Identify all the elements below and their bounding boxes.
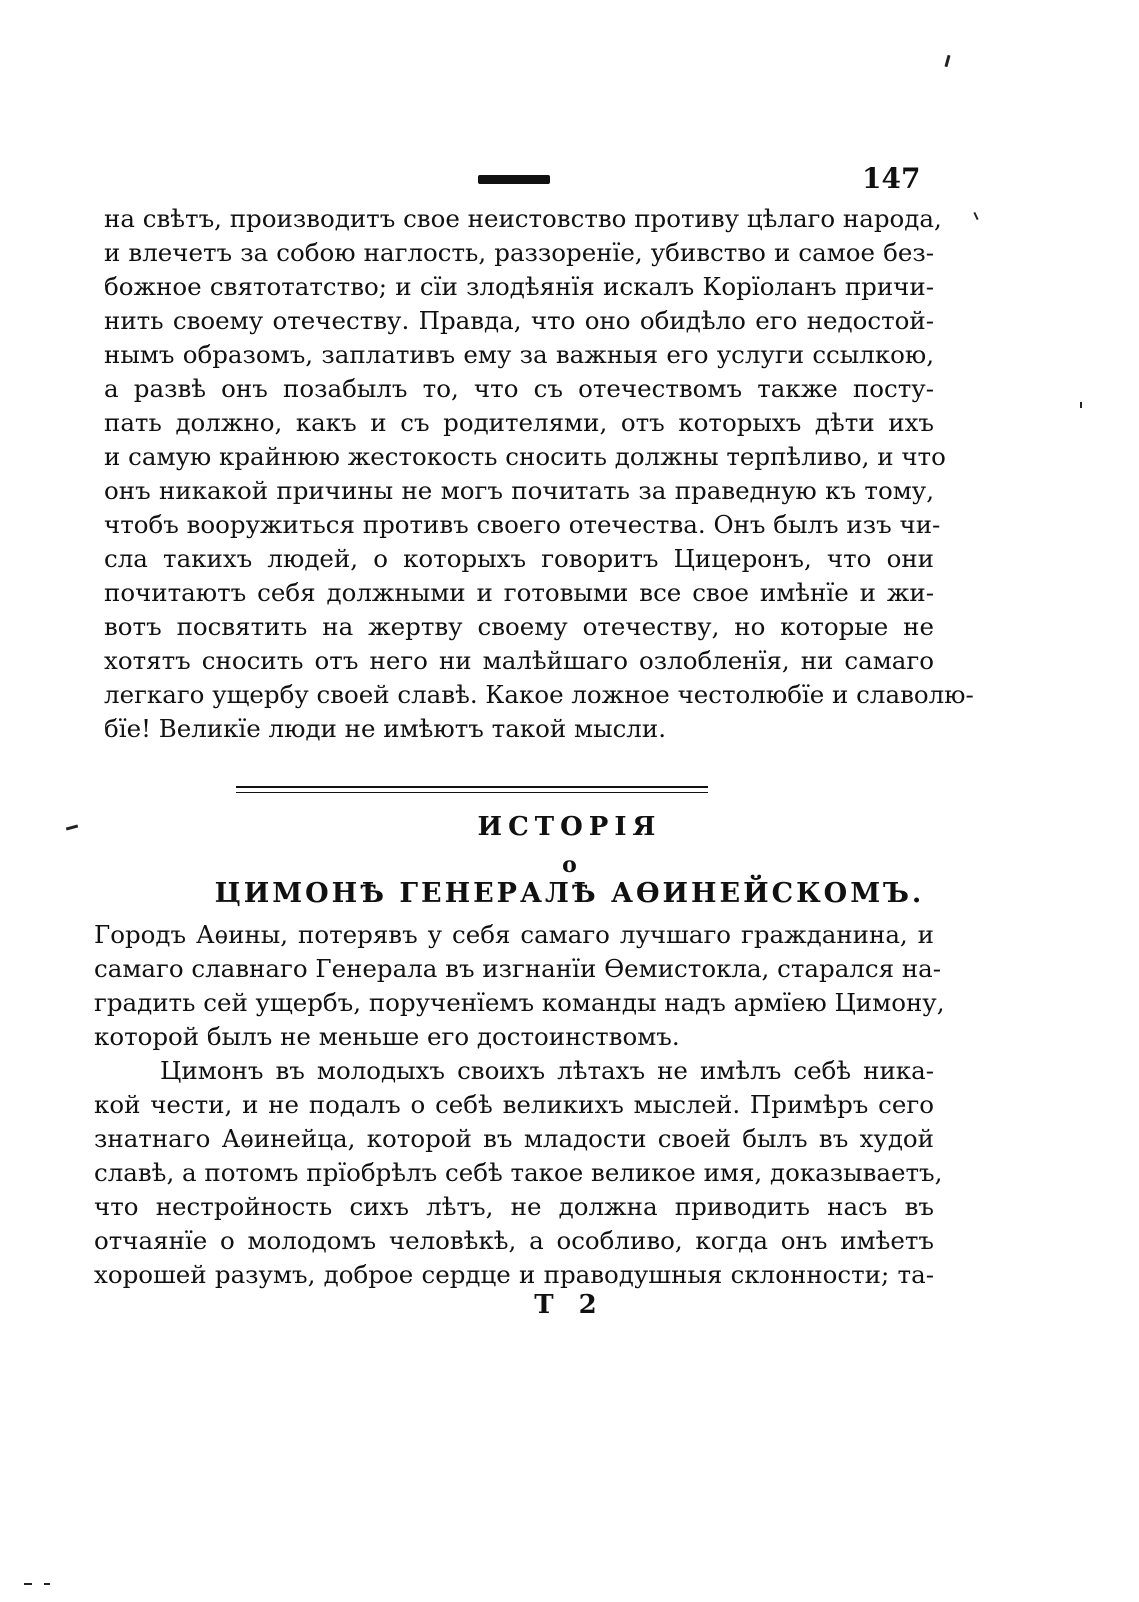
scan-speck	[24, 1583, 32, 1585]
text-line: знатнаго Аѳинейца, которой въ младости своей былъ въ худой	[94, 1124, 934, 1153]
text-line: чтобъ вооружиться противъ своего отечества. Онъ былъ изъ чи-	[104, 510, 941, 539]
scan-speck	[1080, 402, 1082, 408]
text-line: вотъ посвятить на жертву своему отечеству, но которые не	[104, 612, 934, 641]
text-line: пать должно, какъ и съ родителями, отъ которыхъ дѣти ихъ	[104, 408, 934, 437]
text-line: Цимонъ въ молодыхъ своихъ лѣтахъ не имѣлъ себѣ ника-	[160, 1056, 934, 1085]
paragraph-coriolanus	[104, 202, 974, 746]
text-line: что нестройность сихъ лѣтъ, не должна приводить насъ въ	[94, 1192, 934, 1221]
text-line: кой чести, и не подалъ о себѣ великихъ мыслей. Примѣръ сего	[94, 1090, 934, 1119]
section-divider	[236, 786, 708, 788]
section-connector: о	[562, 852, 577, 878]
text-line: отчаянїе о молодомъ человѣкѣ, а особливо, когда онъ имѣетъ	[94, 1226, 934, 1255]
text-line: почитаютъ себя должными и готовыми все свое имѣнїе и жи-	[104, 578, 934, 607]
scan-speck	[44, 1583, 50, 1585]
header-ornament	[478, 175, 550, 184]
text-line: самаго славнаго Генерала въ изгнанїи Ѳемистокла, старался на-	[94, 954, 942, 983]
text-line: легкаго ущербу своей славѣ. Какое ложное честолюбїе и славолю-	[104, 680, 974, 709]
text-line: нить своему отечеству. Правда, что оно обидѣло его недостой-	[104, 306, 934, 335]
section-divider-thin	[236, 792, 708, 793]
text-line: Городъ Аѳины, потерявъ у себя самаго лучшаго гражданина, и	[94, 920, 934, 949]
scan-speck	[944, 55, 950, 67]
text-line: хотятъ сносить отъ него ни малѣйшаго озлобленїя, ни самаго	[104, 646, 934, 675]
page-number: 147	[862, 162, 921, 195]
paragraph-cimon	[94, 918, 945, 1292]
signature-mark: Т 2	[534, 1290, 605, 1320]
text-line: нымъ образомъ, заплативъ ему за важныя его услуги ссылкою,	[104, 340, 934, 369]
scan-speck	[973, 212, 978, 220]
text-line: на свѣтъ, производитъ свое неистовство противу цѣлаго народа,	[104, 204, 942, 233]
text-line: онъ никакой причины не могъ почитать за праведную къ тому,	[104, 476, 934, 505]
section-title: ИСТОРIЯ	[477, 812, 662, 842]
text-line: которой былъ не меньше его достоинствомъ.	[94, 1022, 680, 1051]
section-subtitle: ЦИМОНѢ ГЕНЕРАЛѢ АѲИНЕЙСКОМЪ.	[214, 878, 925, 909]
text-line: и влечетъ за собою наглость, раззоренїе, убивство и самое без-	[104, 238, 934, 267]
text-line: хорошей разумъ, доброе сердце и праводушныя склонности; та-	[94, 1260, 934, 1289]
text-line: а развѣ онъ позабылъ то, что съ отечествомъ также посту-	[104, 374, 934, 403]
text-line: градить сей ущербъ, порученїемъ команды надъ армїею Цимону,	[94, 988, 945, 1017]
text-line: божное святотатство; и сїи злодѣянїя искалъ Корїоланъ причи-	[104, 272, 934, 301]
text-line: бїе! Великїе люди не имѣютъ такой мысли.	[104, 714, 666, 743]
text-line: славѣ, а потомъ прїобрѣлъ себѣ такое великое имя, доказываетъ,	[94, 1158, 943, 1187]
text-line: и самую крайнюю жестокость сносить должны терпѣливо, и что	[104, 442, 946, 471]
text-line: сла такихъ людей, о которыхъ говоритъ Цицеронъ, что они	[104, 544, 934, 573]
